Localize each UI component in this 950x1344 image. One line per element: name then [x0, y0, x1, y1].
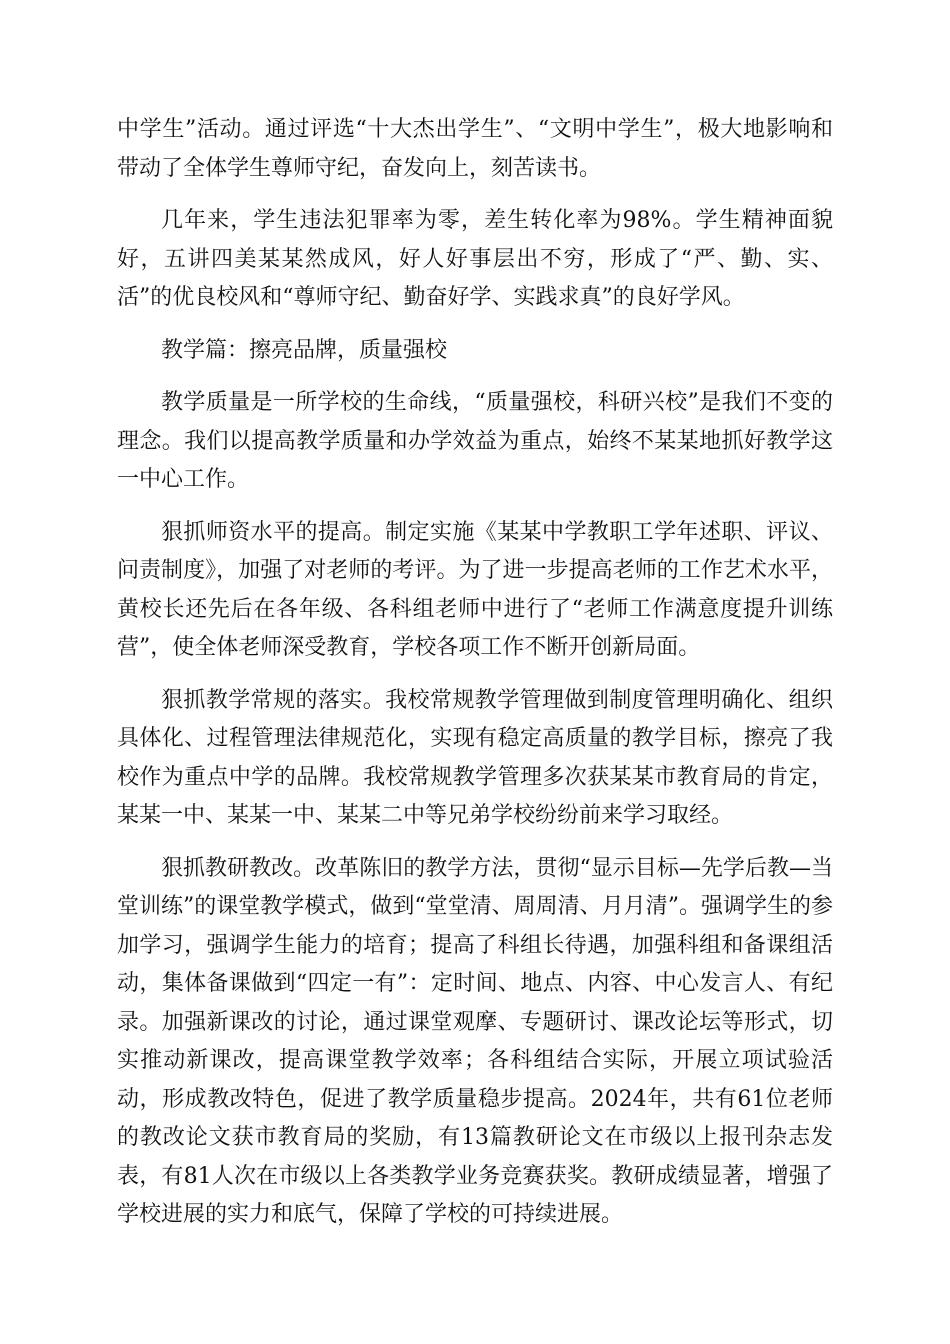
- paragraph-teaching-routine: 狠抓教学常规的落实。我校常规教学管理做到制度管理明确化、组织具体化、过程管理法律规范化，实现有稳定高质量的教学目标，擦亮了我校作为重点中学的品牌。我校常规教学管理多次获某某市教育局的肯定，某某一中、某某一中、某某二中等兄弟学校纷纷前来学习取经。: [117, 687, 833, 828]
- paragraph-teaching-quality: 教学质量是一所学校的生命线，“质量强校，科研兴校”是我们不变的理念。我们以提高教学质量和办学效益为重点，始终不某某地抓好教学这一中心工作。: [117, 390, 833, 492]
- document-body: [117, 111, 833, 1249]
- paragraph-continuation: 中学生”活动。通过评选“十大杰出学生”、“文明中学生”，极大地影响和带动了全体学生尊师守纪，奋发向上，刻苦读书。: [117, 117, 833, 181]
- paragraph-student-conduct: 几年来，学生违法犯罪率为零，差生转化率为98%。学生精神面貌好，五讲四美某某然成风，好人好事层出不穷，形成了“严、勤、实、活”的优良校风和“尊师守纪、勤奋好学、实践求真”的良好学风。: [117, 208, 833, 310]
- paragraph-teacher-quality: 狠抓师资水平的提高。制定实施《某某中学教职工学年述职、评议、问责制度》，加强了对老师的考评。为了进一步提高老师的工作艺术水平，黄校长还先后在各年级、各科组老师中进行了“老师工作满意度提升训练营”，使全体老师深受教育，学校各项工作不断开创新局面。: [117, 519, 833, 660]
- section-heading-teaching: 教学篇：擦亮品牌，质量强校: [161, 337, 448, 363]
- paragraph-teaching-research: 狠抓教研教改。改革陈旧的教学方法，贯彻“显示目标—先学后教—当堂训练”的课堂教学模式，做到“堂堂清、周周清、月月清”。强调学生的参加学习，强调学生能力的培育；提高了科组长待遇，加强科组和备课组活动，集体备课做到“四定一有”：定时间、地点、内容、中心发言人、有纪录。加强新课改的讨论，通过课堂观摩、专题研讨、课改论坛等形式，切实推动新课改，提高课堂教学效率；各科组结合实际，开展立项试验活动，形成教改特色，促进了教学质量稳步提高。2024年，共有61位老师的教改论文获市教育局的奖励，有13篇教研论文在市级以上报刊杂志发表，有81人次在市级以上各类教学业务竞赛获奖。教研成绩显著，增强了学校进展的实力和底气，保障了学校的可持续进展。: [117, 855, 833, 1227]
